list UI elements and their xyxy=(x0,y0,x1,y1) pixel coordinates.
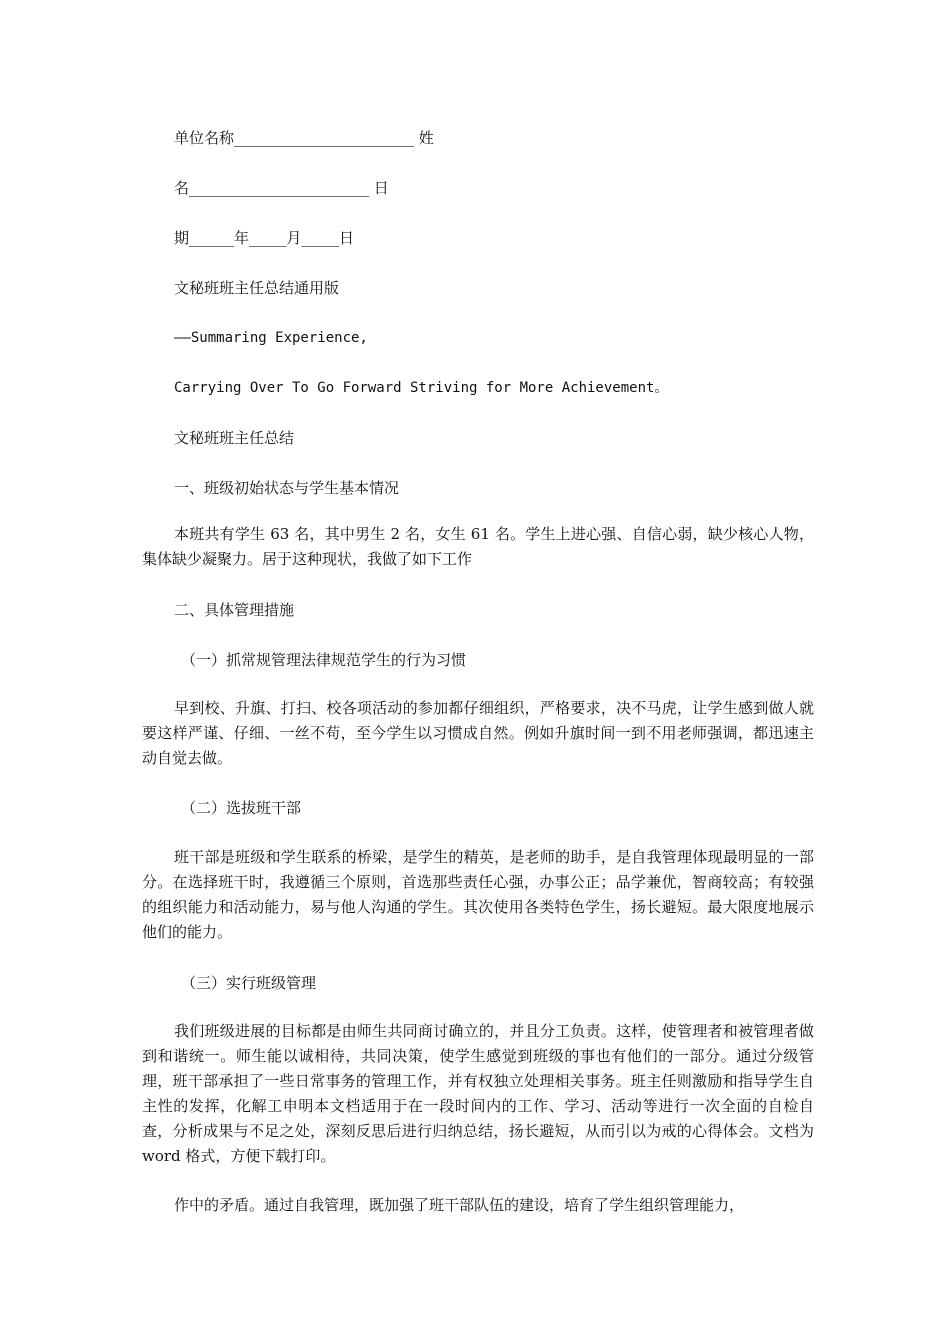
heading-2: 二、具体管理措施 xyxy=(174,601,295,619)
subtitle-line-2: Carrying Over To Go Forward Striving for More Achievement。 xyxy=(174,380,669,396)
subheading-2: （二）选拔班干部 xyxy=(181,799,302,817)
subheading-1: （一）抓常规管理法律规范学生的行为习惯 xyxy=(181,651,467,669)
subheading-3: （三）实行班级管理 xyxy=(181,974,317,992)
document-title: 文秘班班主任总结通用版 xyxy=(174,279,340,297)
date-field: 期______年_____月_____日 xyxy=(174,229,355,247)
paragraph-2: 早到校、升旗、打扫、校各项活动的参加都仔细组织，严格要求，决不马虎，让学生感到做人就要这样严谨、仔细、一丝不苟，至今学生以习惯成自然。例如升旗时间一到不用老师强调，都迅速主动自觉去做。 xyxy=(142,699,814,767)
paragraph-5: 作中的矛盾。通过自我管理，既加强了班干部队伍的建设，培育了学生组织管理能力， xyxy=(174,1196,745,1214)
subtitle-line-1: ——Summaring Experience, xyxy=(174,330,368,346)
unit-name-field: 单位名称________________________ 姓 xyxy=(174,129,434,147)
paragraph-3: 班干部是班级和学生联系的桥梁，是学生的精英，是老师的助手，是自我管理体现最明显的一部分。在选择班干时，我遵循三个原则，首选那些责任心强，办事公正；品学兼优，智商较高；有较强的组织能力和活动能力，易与他人沟通的学生。其次使用各类特色学生，扬长避短。最大限度地展示他们的能力。 xyxy=(142,848,814,941)
paragraph-4: 我们班级进展的目标都是由师生共同商讨确立的，并且分工负责。这样，使管理者和被管理者做到和谐统一。师生能以诚相待，共同决策，使学生感觉到班级的事也有他们的一部分。通过分级管理，班干部承担了一些日常事务的管理工作，并有权独立处理相关事务。班主任则激励和指导学生自主性的发挥，化解工申明本文档适用于在一段时间内的工作、学习、活动等进行一次全面的自检自查，分析成果与不足之处，深刻反思后进行归纳总结，扬长避短，从而引以为戒的心得体会。文档为 word 格式，方便下载打印。 xyxy=(142,1022,814,1165)
heading-1: 一、班级初始状态与学生基本情况 xyxy=(174,479,400,497)
section-title: 文秘班班主任总结 xyxy=(174,429,295,447)
name-field: 名________________________ 日 xyxy=(174,179,389,197)
paragraph-1: 本班共有学生 63 名，其中男生 2 名，女生 61 名。学生上进心强、自信心弱，缺少核心人物，集体缺少凝聚力。居于这种现状，我做了如下工作 xyxy=(142,525,814,568)
